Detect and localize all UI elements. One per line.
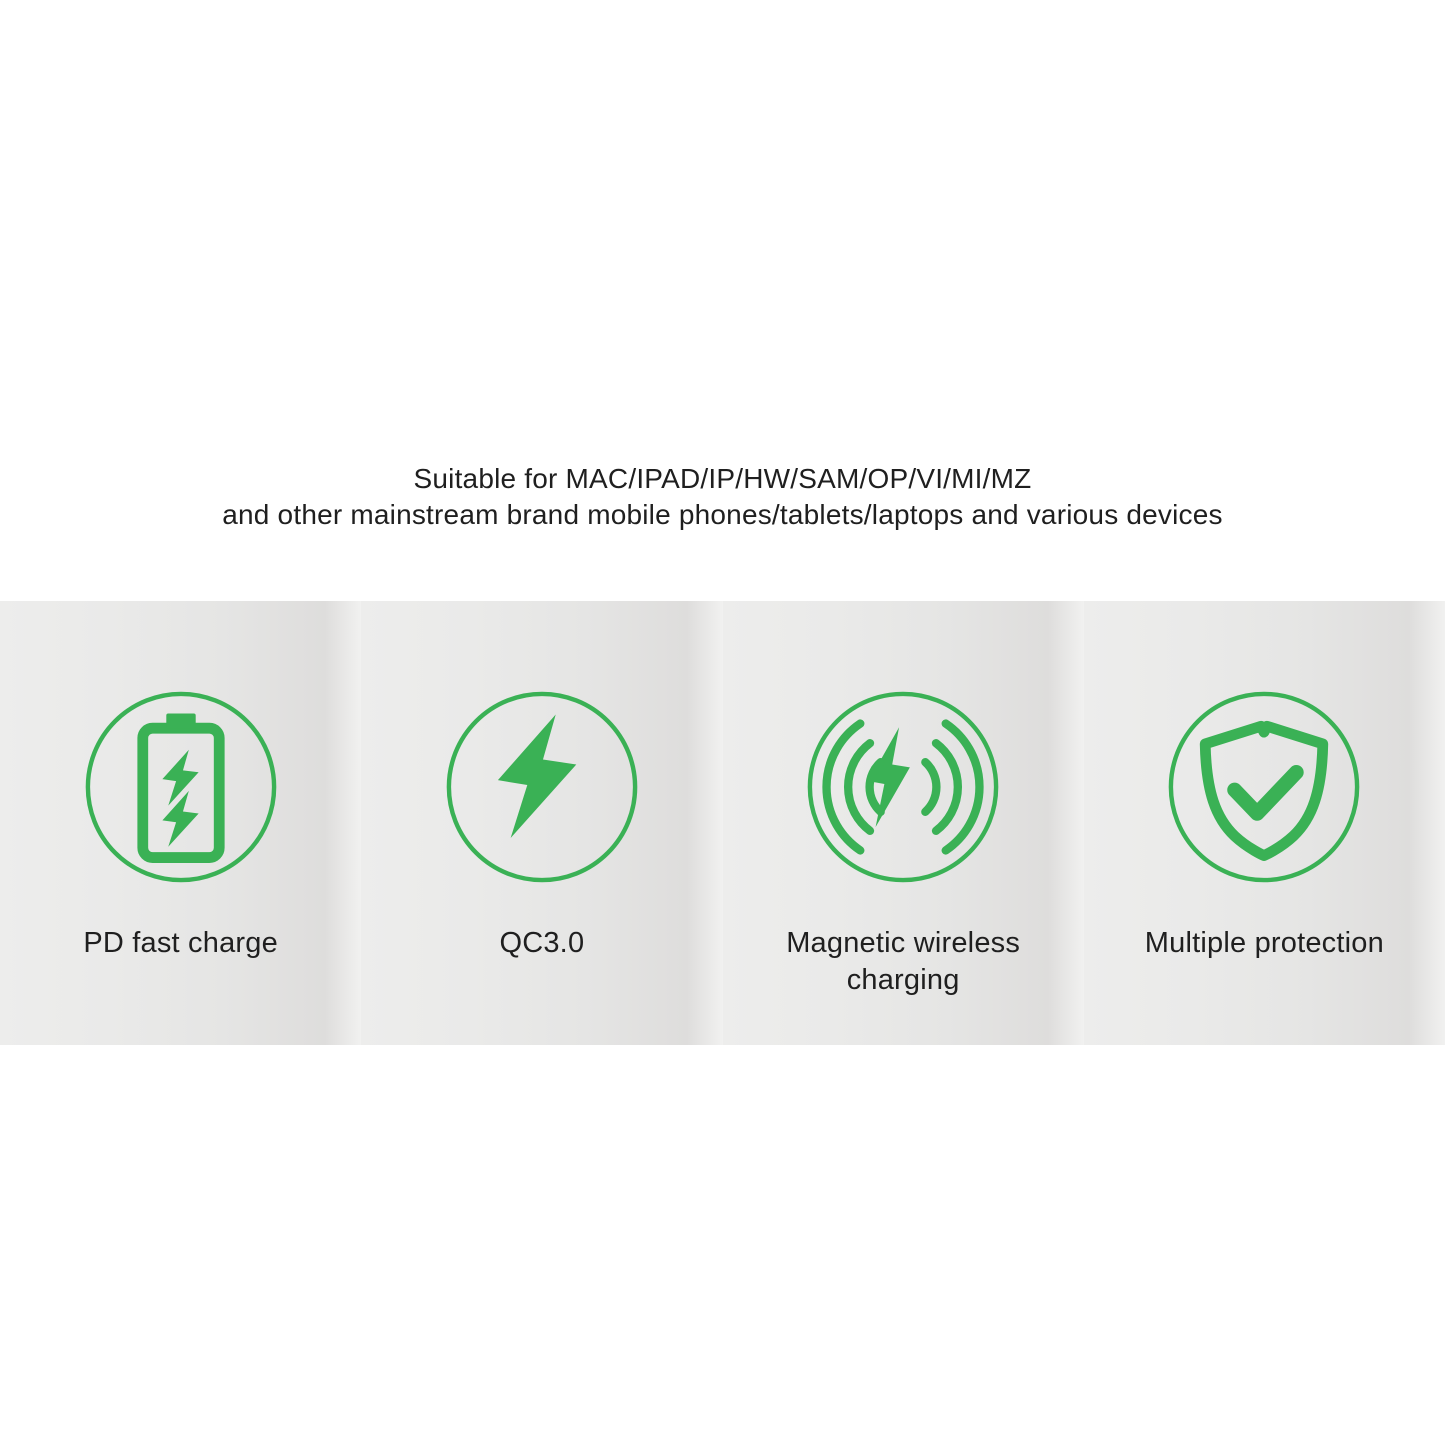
feature-panel-magnetic-wireless-charging: [723, 601, 1084, 1045]
shield-check-icon: [1166, 689, 1362, 885]
suitability-title-line2: and other mainstream brand mobile phones/tablets/laptops and various devices: [222, 499, 1223, 530]
wireless-charging-icon: [805, 689, 1001, 885]
battery-charging-icon: [83, 689, 279, 885]
suitability-title-line1: Suitable for MAC/IPAD/IP/HW/SAM/OP/VI/MI/MZ: [413, 463, 1032, 494]
feature-label: QC3.0: [499, 927, 585, 959]
suitability-title: [0, 461, 1445, 533]
feature-panel-pd-fast-charge: [0, 601, 361, 1045]
feature-panel-multiple-protection: [1084, 601, 1445, 1045]
feature-panel-qc30: [361, 601, 722, 1045]
features-band: [0, 601, 1445, 1045]
lightning-bolt-icon: [444, 689, 640, 885]
feature-label: Magnetic wireless charging: [786, 927, 1021, 996]
feature-label: Multiple protection: [1144, 927, 1384, 959]
feature-label: PD fast charge: [83, 927, 278, 959]
